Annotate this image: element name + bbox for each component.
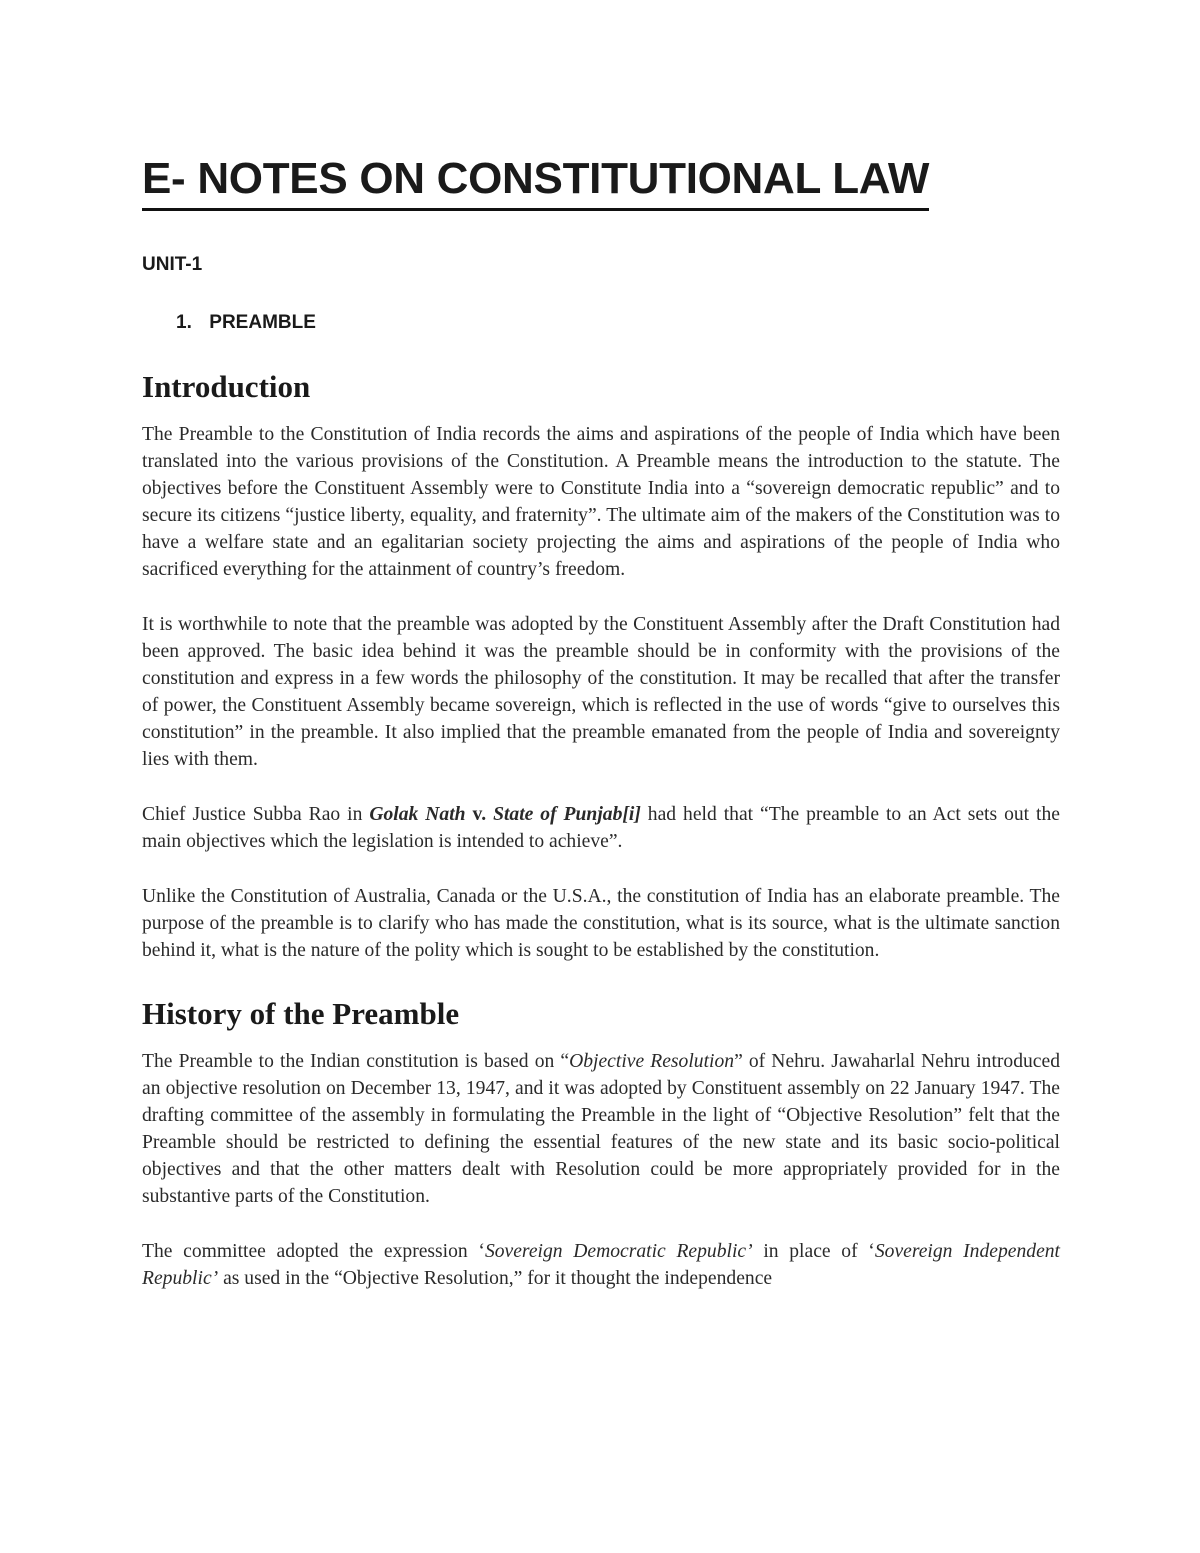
intro-p3-text-post: had held that “The preamble to an Act sets out the main objectives which the legislation is intended to achieve”. <box>142 804 1060 852</box>
document-title: E- NOTES ON CONSTITUTIONAL LAW <box>142 150 929 211</box>
history-p2-text-pre: The committee adopted the expression ‘ <box>142 1241 485 1262</box>
intro-paragraph-4: Unlike the Constitution of Australia, Canada or the U.S.A., the constitution of India has an elaborate preamble. The purpose of the preamble is to clarify who has made the constitution, what is its source, what is the ultimate sanction behind it, what is the nature of the polity which is sought to be established by the constitution. <box>142 886 1060 961</box>
section-number: 1. <box>176 312 192 333</box>
section-label: PREAMBLE <box>209 312 316 333</box>
intro-paragraph-3 <box>142 801 1060 855</box>
document-page <box>142 150 1060 1292</box>
history-p2-text-post: as used in the “Objective Resolution,” for it thought the independence <box>218 1268 773 1289</box>
objective-resolution-emphasis: Objective Resolution <box>569 1051 735 1072</box>
history-p2-text-mid: in place of ‘ <box>752 1241 875 1262</box>
sovereign-independent-republic-emphasis: Sovereign Independent Republic’ <box>142 1241 1061 1289</box>
unit-label: UNIT-1 <box>142 254 203 275</box>
sovereign-democratic-republic-emphasis: Sovereign Democratic Republic’ <box>484 1241 753 1262</box>
intro-p3-text-pre: Chief Justice Subba Rao in <box>142 804 370 825</box>
case-name-golak-nath: Golak Nath <box>369 804 466 825</box>
intro-paragraph-1: The Preamble to the Constitution of India records the aims and aspirations of the people of India which have been translated into the various provisions of the Constitution. A Preamble means the introduction to the statute. The objectives before the Constituent Assembly were to Constitute India into a “sovereign democratic republic” and to secure its citizens “justice liberty, equality, and fraternity”. The ultimate aim of the makers of the Constitution was to have a welfare state and an egalitarian society projecting the aims and aspirations of the people of India who sacrificed everything for the attainment of country’s freedom. <box>142 424 1060 580</box>
history-paragraph-2 <box>142 1238 1060 1292</box>
history-paragraph-1 <box>142 1048 1060 1210</box>
history-heading: History of the Preamble <box>142 996 460 1031</box>
history-p1-text-pre: The Preamble to the Indian constitution is based on “ <box>142 1051 570 1072</box>
case-name-state-of-punjab: State of Punjab[i] <box>493 804 641 825</box>
case-versus: v. <box>465 804 494 825</box>
section-heading <box>176 309 1060 337</box>
history-p1-text-post: ” of Nehru. Jawaharlal Nehru introduced an objective resolution on December 13, 1947, and it was adopted by Constituent assembly on 22 January 1947. The drafting committee of the assembly in formulating the Preamble in the light of “Objective Resolution” felt that the Preamble should be restricted to defining the essential features of the new state and its basic socio-political objectives and that the other matters dealt with Resolution could be more appropriately provided for in the substantive parts of the Constitution. <box>142 1051 1060 1207</box>
intro-paragraph-2: It is worthwhile to note that the preamble was adopted by the Constituent Assembly after the Draft Constitution had been approved. The basic idea behind it was the preamble should be in conformity with the provisions of the constitution and express in a few words the philosophy of the constitution. It may be recalled that after the transfer of power, the Constituent Assembly became sovereign, which is reflected in the use of words “give to ourselves this constitution” in the preamble. It also implied that the preamble emanated from the people of India and sovereignty lies with them. <box>142 614 1060 770</box>
introduction-heading: Introduction <box>142 369 311 404</box>
